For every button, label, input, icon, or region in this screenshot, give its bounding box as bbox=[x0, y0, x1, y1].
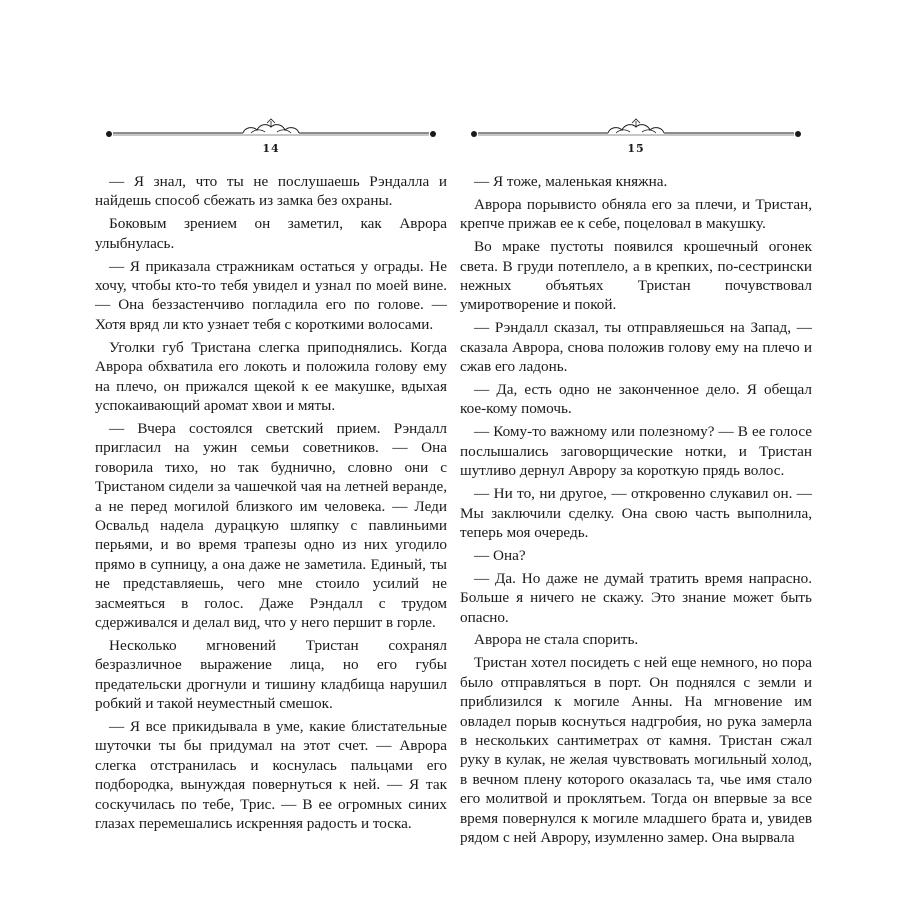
paragraph: Во мраке пустоты появился крошечный огонек света. В груди потеплело, а в крепких, по-сестрински нежных объятьях Тристан почувствовал умиротворение и покой. bbox=[460, 238, 812, 314]
paragraph: Боковым зрением он заметил, как Аврора улыбнулась. bbox=[95, 215, 447, 252]
paragraph: — Я знал, что ты не послушаешь Рэндалла и найдешь способ сбежать из замка без охраны. bbox=[95, 173, 447, 210]
page-header bbox=[95, 118, 447, 160]
ornament-divider-icon bbox=[460, 118, 812, 142]
ornament-divider-icon bbox=[95, 118, 447, 142]
page-header bbox=[460, 118, 812, 160]
paragraph: Уголки губ Тристана слегка приподнялись. Когда Аврора обхватила его локоть и положила голову ему на плечо, он прижался щекой к ее макушке, вдыхая успокаивающий аромат хвои и мяты. bbox=[95, 338, 447, 414]
paragraph: Тристан хотел посидеть с ней еще немного, но пора было отправляться в порт. Он поднялся с земли и приблизился к могиле Анны. На мгновение им овладел порыв коснуться надгробия, но рука замерла в нескольких сантиметрах от камня. Тристан сжал руку в кулак, не желая чувствовать могильный холод, в вечном плену которого оказалась та, чье имя стало его молитвой и проклятьем. Тогда он впервые за все время повернулся к могиле младшего брата и, увидев рядом с ней Аврору, изумленно замер. Она вырвала bbox=[460, 654, 812, 846]
paragraph: — Она? bbox=[474, 546, 526, 564]
paragraph: — Рэндалл сказал, ты отправляешься на Запад, — сказала Аврора, снова положив голову ему на плечо и сжав его ладонь. bbox=[460, 319, 812, 376]
paragraph: — Вчера состоялся светский прием. Рэндалл пригласил на ужин семьи советников. — Она говорила тихо, но так буднично, словно они с Тристаном сидели за чашечкой чая на летней веранде, а не перед могилой близкого им человека. — Леди Освальд надела дурацкую шляпку с павлиньими перьями, и во время трапезы одно из них угодило прямо в супницу, а она даже не заметила. Единый, ты не представляешь, чего мне стоило усилий не засмеяться в голос. Даже Рэндалл с трудом сдерживался и делал вид, что у него першит в горле. bbox=[95, 419, 447, 631]
paragraph: — Да. Но даже не думай тратить время напрасно. Больше я ничего не скажу. Это знание может быть опасно. bbox=[460, 569, 812, 626]
paragraph: — Да, есть одно не законченное дело. Я обещал кое-кому помочь. bbox=[460, 381, 812, 418]
page-left bbox=[95, 0, 447, 900]
page-right bbox=[460, 0, 812, 900]
paragraph: Несколько мгновений Тристан сохранял безразличное выражение лица, но его губы предательски дрогнули и тишину кладбища нарушил робкий и такой неуместный смешок. bbox=[95, 636, 447, 713]
paragraph: — Ни то, ни другое, — откровенно слукавил он. — Мы заключили сделку. Она свою часть выполнила, теперь моя очередь. bbox=[460, 485, 812, 541]
paragraph: Аврора порывисто обняла его за плечи, и Тристан, крепче прижав ее к себе, поцеловал в макушку. bbox=[460, 195, 812, 233]
page-number: 14 bbox=[262, 142, 280, 155]
page-text bbox=[95, 172, 447, 833]
paragraph: Аврора не стала спорить. bbox=[474, 631, 639, 649]
paragraph: — Я все прикидывала в уме, какие блистательные шуточки ты бы придумал на этот счет. — Аврора слегка отстранилась и коснулась пальцами его подбородка, вынуждая повернуться к ней. — Я так соскучилась по тебе, Трис. — В ее огромных синих глазах перемешались искренняя радость и тоска. bbox=[95, 717, 447, 832]
paragraph: — Кому-то важному или полезному? — В ее голосе послышались заговорщические нотки, и Тристан шутливо дернул Аврору за короткую прядь волос. bbox=[460, 423, 812, 480]
paragraph: — Я приказала стражникам остаться у ограды. Не хочу, чтобы кто-то тебя увидел и узнал по моей вине. — Она беззастенчиво погладила его по голове. — Хотя вряд ли кто узнает тебя с короткими волосами. bbox=[95, 257, 447, 333]
page-text bbox=[460, 172, 812, 847]
paragraph: — Я тоже, маленькая княжна. bbox=[474, 173, 668, 190]
page-number: 15 bbox=[627, 142, 645, 155]
